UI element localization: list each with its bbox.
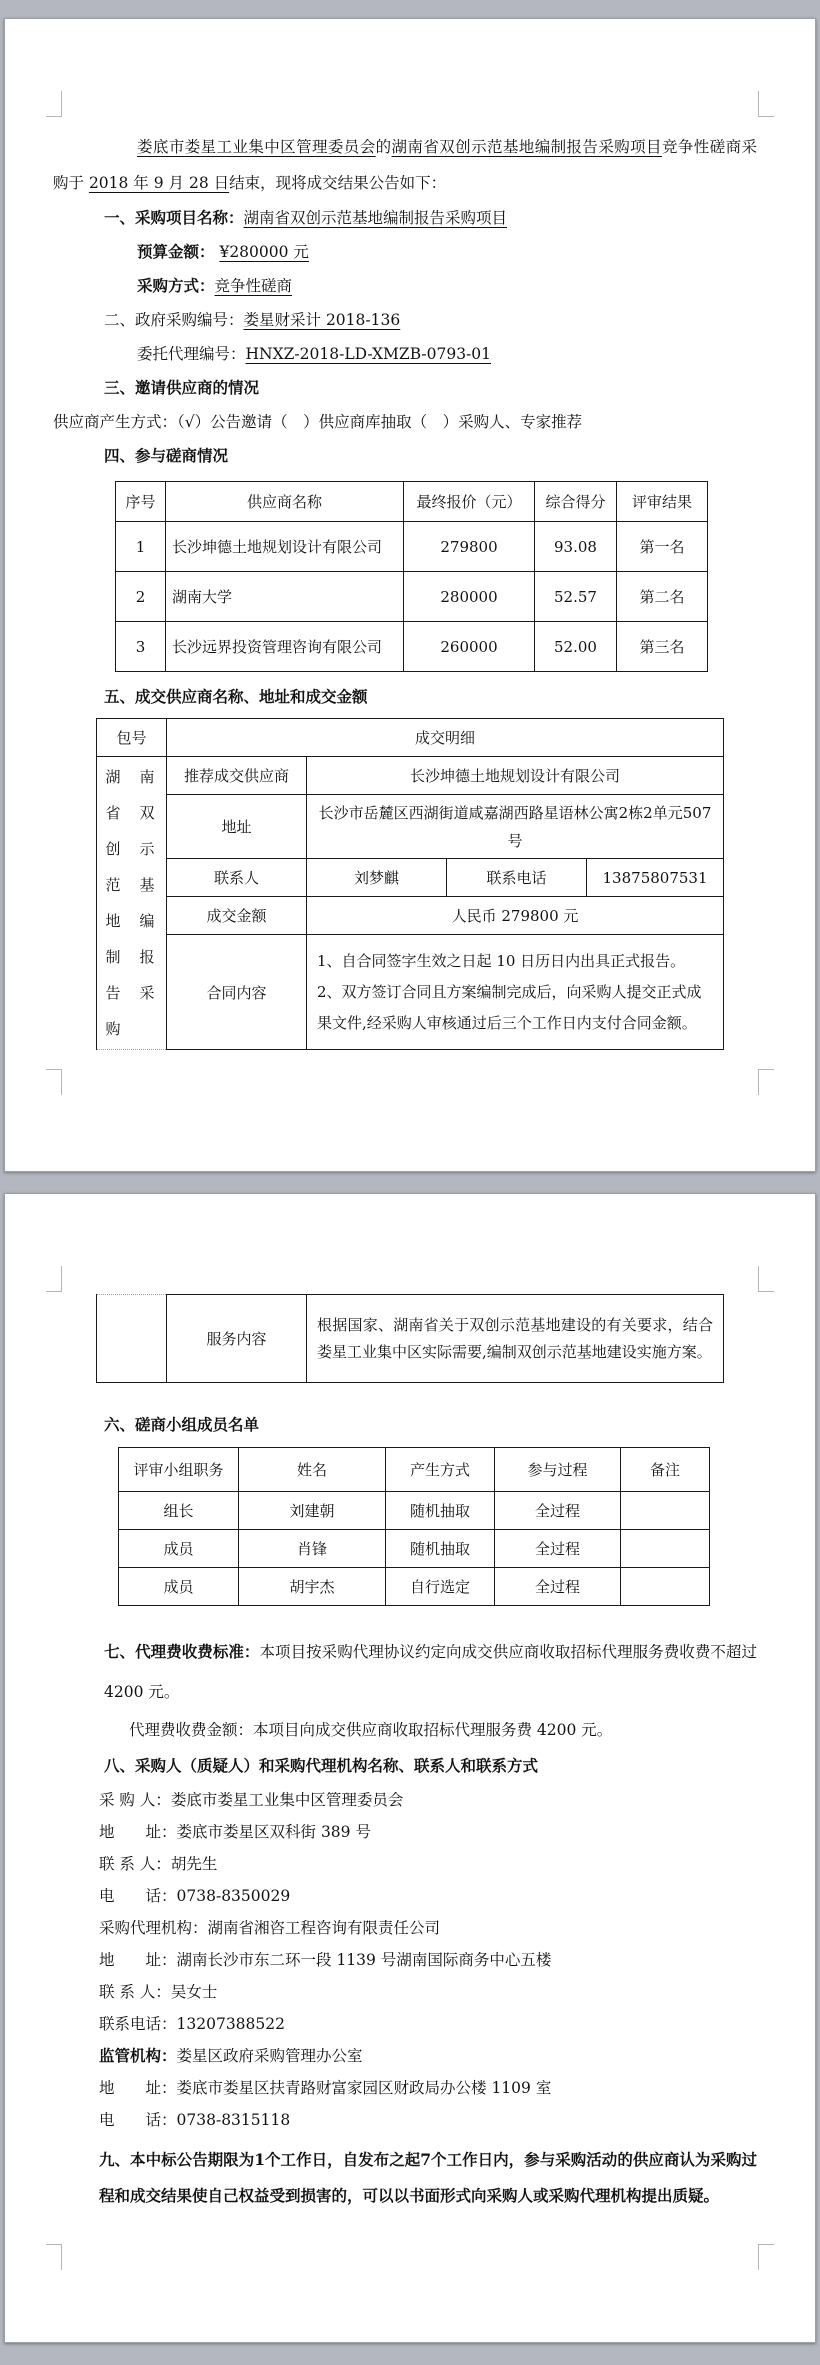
committee-table (118, 1447, 710, 1606)
table-row (97, 935, 724, 1050)
supplier-source-line: 供应商产生方式：（√）公告邀请（ ）供应商库抽取（ ）采购人、专家推荐 (53, 413, 583, 431)
col-remark: 备注 (621, 1448, 710, 1492)
phone-label-cell: 联系电话 (447, 859, 587, 897)
detail-header-cell: 成交明细 (167, 719, 724, 757)
project-name-value: 湖南省双创示范基地编制报告采购项目 (243, 209, 508, 227)
section-3-heading: 三、邀请供应商的情况 (104, 378, 260, 397)
address-value-cell: 长沙市岳麓区西湖街道咸嘉湖西路星语林公寓2栋2单元507号 (307, 795, 724, 859)
award-detail-table (96, 718, 724, 1050)
budget-value: ¥280000 元 (219, 243, 309, 261)
agency-number: HNXZ-2018-LD-XMZB-0793-01 (245, 345, 492, 363)
col-score: 综合得分 (535, 482, 617, 522)
supplier-label-cell: 推荐成交供应商 (167, 757, 307, 795)
table-row: 1 长沙坤德土地规划设计有限公司 279800 93.08 第一名 (116, 522, 708, 572)
purchaser-name: 娄底市娄星工业集中区管理委员会 (137, 138, 376, 156)
intro-paragraph: 娄底市娄星工业集中区管理委员会的湖南省双创示范基地编制报告采购项目竞争性磋商采购于 2018 年 9 月 28 日结束，现将成交结果公告如下： (53, 138, 757, 192)
committee-header-row (119, 1448, 710, 1492)
margin-mark-top-right (758, 1266, 774, 1292)
purchaser-line: 采 购 人：娄底市娄星工业集中区管理委员会 (99, 1791, 404, 1809)
agency-line: 采购代理机构：湖南省湘咨工程咨询有限责任公司 (99, 1919, 441, 1937)
amount-value-cell: 人民币 279800 元 (307, 897, 724, 935)
contract-value-cell: 1、自合同签字生效之日起 10 日历日内出具正式报告。 2、双方签订合同且方案编制完成后，向采购人提交正式成果文件,经采购人审核通过后三个工作日内支付合同金额。 (307, 935, 724, 1050)
col-name: 姓名 (239, 1448, 386, 1492)
section-7-paragraph: 七、代理费收费标准：本项目按采购代理协议约定向成交供应商收取招标代理服务费收费不超过 4200 元。 (104, 1642, 757, 1701)
contact-value-cell: 刘梦麒 (307, 859, 447, 897)
contact-label-cell: 联系人 (167, 859, 307, 897)
method-value: 竞争性磋商 (214, 277, 293, 295)
regulator-phone-line: 电 话：0738-8315118 (99, 2111, 291, 2129)
document-page-2 (4, 1193, 816, 2343)
contract-label-cell: 合同内容 (167, 935, 307, 1050)
agency-fee-amount-line: 代理费收费金额：本项目向成交供应商收取招标代理服务费 4200 元。 (129, 1721, 613, 1739)
section-5-heading: 五、成交供应商名称、地址和成交金额 (104, 687, 368, 706)
col-selection: 产生方式 (386, 1448, 495, 1492)
supplier-value-cell: 长沙坤德土地规划设计有限公司 (307, 757, 724, 795)
budget-line: 预算金额： ¥280000 元 (137, 242, 309, 261)
table-row: 成员 胡宇杰 自行选定 全过程 (119, 1568, 710, 1606)
col-result: 评审结果 (617, 482, 708, 522)
table-row (97, 757, 724, 795)
package-header-cell: 包号 (97, 719, 167, 757)
section-9-paragraph: 九、本中标公告期限为1个工作日，自发布之起7个工作日内，参与采购活动的供应商认为采购过程和成交结果使自己权益受到损害的，可以以书面形式向采购人或采购代理机构提出质疑。 (99, 2150, 757, 2205)
margin-mark-top-left (46, 91, 62, 117)
table-row: 3 长沙远界投资管理咨询有限公司 260000 52.00 第三名 (116, 622, 708, 672)
bidders-table (115, 481, 708, 672)
procurement-number: 娄星财采计 2018-136 (243, 311, 401, 329)
amount-label-cell: 成交金额 (167, 897, 307, 935)
table-row: 组长 刘建朝 随机抽取 全过程 (119, 1492, 710, 1530)
section-2-heading: 二、政府采购编号：娄星财采计 2018-136 (104, 311, 401, 329)
regulator-address-line: 地 址：娄底市娄星区扶青路财富家园区财政局办公楼 1109 室 (99, 2079, 552, 2097)
purchaser-contact-line: 联 系 人：胡先生 (99, 1855, 218, 1873)
margin-mark-top-left (46, 1266, 62, 1292)
table-row (97, 795, 724, 859)
agency-phone-line: 联系电话：13207388522 (99, 2015, 285, 2033)
agency-address-line: 地 址：湖南长沙市东二环一段 1139 号湖南国际商务中心五楼 (99, 1951, 552, 1969)
table-row (97, 859, 724, 897)
award-detail-table-continued (96, 1294, 724, 1383)
agency-contact-line: 联 系 人：吴女士 (99, 1983, 218, 2001)
section-8-heading: 八、采购人（质疑人）和采购代理机构名称、联系人和联系方式 (104, 1756, 539, 1775)
phone-value-cell: 13875807531 (587, 859, 724, 897)
package-name-cell: 湖南省双创示范基地编制报告采购 (97, 757, 167, 1050)
margin-mark-bottom-left (46, 2244, 62, 2270)
section-6-heading: 六、磋商小组成员名单 (104, 1415, 260, 1434)
bidders-header-row (116, 482, 708, 522)
col-role: 评审小组职务 (119, 1448, 239, 1492)
col-price: 最终报价（元） (404, 482, 535, 522)
service-value-cell: 根据国家、湖南省关于双创示范基地建设的有关要求，结合娄星工业集中区实际需要,编制双创示范基地建设实施方案。 (307, 1295, 724, 1383)
method-line: 采购方式：竞争性磋商 (137, 276, 293, 295)
end-date: 2018 年 9 月 28 日 (88, 174, 230, 192)
section-4-heading: 四、参与磋商情况 (104, 446, 229, 465)
table-row (97, 897, 724, 935)
margin-mark-bottom-right (758, 1069, 774, 1095)
table-row (97, 1295, 724, 1383)
section-1-heading: 一、采购项目名称：湖南省双创示范基地编制报告采购项目 (104, 208, 508, 227)
regulator-line: 监管机构：娄星区政府采购管理办公室 (99, 2046, 363, 2065)
col-supplier: 供应商名称 (166, 482, 404, 522)
package-name-continued-cell (97, 1295, 167, 1383)
address-label-cell: 地址 (167, 795, 307, 859)
project-name-underlined: 湖南省双创示范基地编制报告采购项目 (391, 138, 662, 156)
col-no: 序号 (116, 482, 166, 522)
service-label-cell: 服务内容 (167, 1295, 307, 1383)
award-header-row (97, 719, 724, 757)
document-page-1 (4, 18, 816, 1172)
purchaser-phone-line: 电 话：0738-8350029 (99, 1887, 291, 1905)
margin-mark-bottom-left (46, 1069, 62, 1095)
agency-number-line: 委托代理编号：HNXZ-2018-LD-XMZB-0793-01 (137, 345, 492, 363)
purchaser-address-line: 地 址：娄底市娄星区双科街 389 号 (99, 1823, 371, 1841)
table-row: 成员 肖锋 随机抽取 全过程 (119, 1530, 710, 1568)
margin-mark-bottom-right (758, 2244, 774, 2270)
margin-mark-top-right (758, 91, 774, 117)
table-row: 2 湖南大学 280000 52.57 第二名 (116, 572, 708, 622)
col-participation: 参与过程 (495, 1448, 621, 1492)
